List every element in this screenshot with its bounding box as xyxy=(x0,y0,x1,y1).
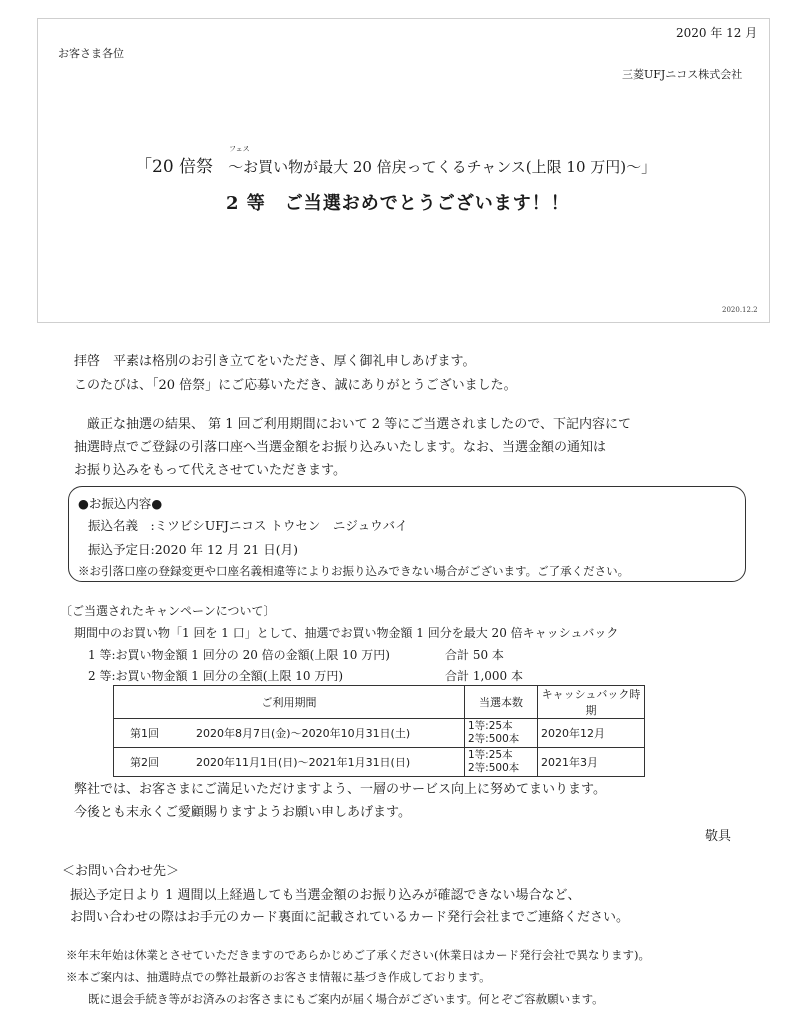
contact-line: お問い合わせの際はお手元のカード裏面に記載されているカード発行会社までご連絡ください。 xyxy=(70,910,630,925)
win-count-2: 2等:500本 xyxy=(468,733,520,745)
win-count-2: 2等:500本 xyxy=(468,762,520,774)
prize-1-label: 1 等:お買い物金額 1 回分の 20 倍の金額(上限 10 万円) xyxy=(88,648,390,662)
periods-table xyxy=(113,685,645,777)
note-line: 既に退会手続き等がお済みのお客さまにもご案内が届く場合がございます。何とぞご容赦願います。 xyxy=(88,992,604,1006)
period-range: 2020年11月1日(日)～2021年1月31日(日) xyxy=(193,748,465,777)
title-open: 「 xyxy=(135,157,152,177)
round-label: 第1回 xyxy=(114,719,194,748)
congrats-heading: 2 等 ご当選おめでとうございます！！ xyxy=(226,193,570,214)
table-row xyxy=(114,719,645,748)
win-count-1: 1等:25本 xyxy=(468,720,513,732)
greeting-line: 拝啓 平素は格別のお引き立てをいただき、厚く御礼申しあげます。 xyxy=(74,354,476,369)
note-line: ※年末年始は休業とさせていただきますのであらかじめご了承ください(休業日はカード発行会社で異なります)。 xyxy=(66,948,650,962)
transfer-name: 振込名義 :ミツビシUFJニコス トウセン ニジュウバイ xyxy=(88,518,408,533)
greeting-line: 抽選時点でご登録の引落口座へ当選金額をお振り込みいたします。なお、当選金額の通知は xyxy=(74,440,606,455)
closing-line: 今後とも末永くご愛顧賜りますようお願い申しあげます。 xyxy=(74,805,411,820)
addressee: お客さま各位 xyxy=(58,47,124,60)
contact-line: 振込予定日より 1 週間以上経過しても当選金額のお振り込みが確認できない場合など、 xyxy=(70,888,581,903)
period-range: 2020年8月7日(金)～2020年10月31日(土) xyxy=(193,719,465,748)
header-count: 当選本数 xyxy=(465,686,538,719)
stamp-date: 2020.12.2 xyxy=(722,306,758,314)
transfer-date: 振込予定日:2020 年 12 月 21 日(月) xyxy=(88,542,298,557)
win-count xyxy=(465,719,538,748)
contact-heading: ＜お問い合わせ先＞ xyxy=(62,864,180,879)
closing-line: 弊社では、お客さまにご満足いただけますよう、一層のサービス向上に努めてまいります。 xyxy=(74,782,606,797)
greeting-line: 厳正な抽選の結果、 第 1 回ご利用期間において 2 等にご当選されましたので、下記内容にて xyxy=(74,417,631,432)
campaign-title xyxy=(135,152,656,177)
win-count xyxy=(465,748,538,777)
company-name: 三菱UFJニコス株式会社 xyxy=(622,68,743,81)
cashback-month: 2020年12月 xyxy=(538,719,645,748)
cashback-month: 2021年3月 xyxy=(538,748,645,777)
title-ruby: フェス xyxy=(229,145,250,153)
issue-date: 2020 年 12 月 xyxy=(676,26,758,40)
prize-1-total: 合計 50 本 xyxy=(445,648,504,662)
prize-2-label: 2 等:お買い物金額 1 回分の全額(上限 10 万円) xyxy=(88,669,344,683)
transfer-note: ※お引落口座の登録変更や口座名義相違等によりお振り込みできない場合がございます。ご了承ください。 xyxy=(78,564,630,578)
campaign-desc: 期間中のお買い物「1 回を 1 口」として、抽選でお買い物金額 1 回分を最大 20 倍キャッシュバック xyxy=(74,626,619,640)
note-line: ※本ご案内は、抽選時点での弊社最新のお客さま情報に基づき作成しております。 xyxy=(66,970,491,984)
win-count-1: 1等:25本 xyxy=(468,749,513,761)
header-period: ご利用期間 xyxy=(114,686,465,719)
title-event: 20 倍祭 xyxy=(152,157,214,177)
round-label: 第2回 xyxy=(114,748,194,777)
title-sub: ～お買い物が最大 20 倍戻ってくるチャンス(上限 10 万円)～」 xyxy=(228,158,657,176)
greeting-line: お振り込みをもって代えさせていただきます。 xyxy=(74,463,346,478)
table-row xyxy=(114,748,645,777)
closing-sign: 敬具 xyxy=(705,829,732,844)
greeting-line: このたびは、「20 倍祭」にご応募いただき、誠にありがとうございました。 xyxy=(74,378,517,393)
prize-2-total: 合計 1,000 本 xyxy=(445,669,523,683)
transfer-heading: ●お振込内容● xyxy=(78,496,163,511)
table-header-row xyxy=(114,686,645,719)
header-cashback: キャッシュバック時期 xyxy=(538,686,645,719)
campaign-heading: 〔ご当選されたキャンペーンについて〕 xyxy=(60,604,276,618)
